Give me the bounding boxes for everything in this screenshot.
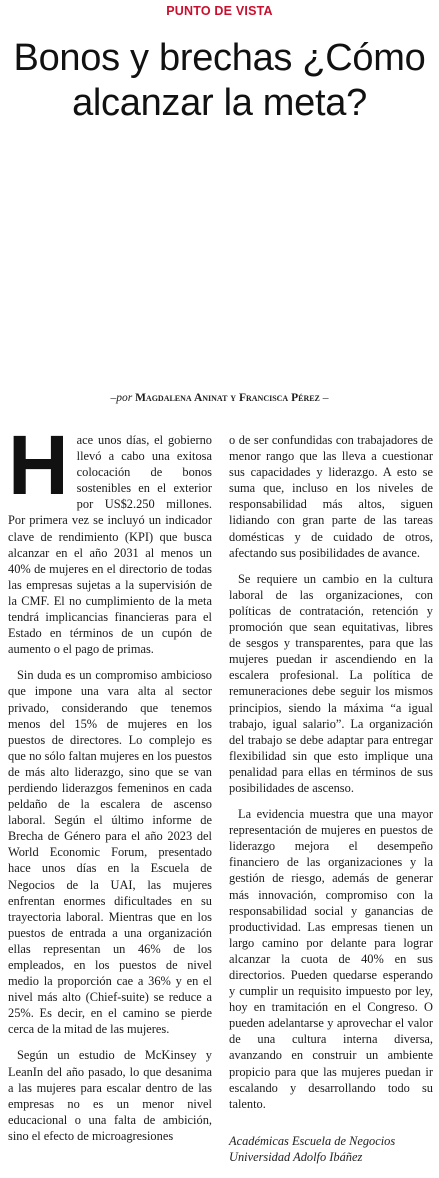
article-paragraph: o de ser confundidas con trabajadores de menor rango que las lleva a cuestionar sus capacidades y liderazgo. A esto se suma que, incluso en los niveles de responsabilidad más altos, siguen lidiando con gran parte de las tareas domésticas y de cuidado de otros, afectando sus posibilidades de avance. (229, 433, 433, 560)
byline (0, 392, 439, 404)
drop-cap: H (8, 418, 69, 512)
article-paragraph: La evidencia muestra que una mayor representación de mujeres en puestos de liderazgo mejora el desempeño financiero de las organizaciones y la gestión de riesgo, además de generar más innovación, compromiso con la responsabilidad social y ganancias de productividad. Las empresas tienen un largo camino por delante para lograr alcanzar la cuota de 40% en sus directorios. Pueden quedarse esperando y cumplir un requisito impuesto por ley, hoy en tramitación en el Congreso. O pueden adelantarse y aprovechar el valor de una cultura interna diversa, avanzando en construir un ambiente propicio para que las mujeres puedan ir escalando y desarrollando todo su talento. (229, 807, 433, 1111)
affiliation-line: Universidad Adolfo Ibáñez (229, 1150, 363, 1164)
section-label: PUNTO DE VISTA (166, 4, 273, 18)
headline: Bonos y brechas ¿Cómo alcanzar la meta? (13, 37, 426, 124)
byline-prefix: –por (110, 392, 133, 404)
article-column-right (229, 432, 433, 1112)
byline-authors: Magdalena Aninat y Francisca Pérez (135, 392, 320, 404)
article-paragraph (8, 418, 212, 657)
paragraph-text: ace unos días, el gobierno llevó a cabo una exitosa colocación de bonos sostenibles en el exterior por US$2.250 millones. Por primera vez se incluyó un indicador clave de rendimiento (KPI) que busca alcanzar en el año 2031 al menos un 40% de mujeres en el directorio de todas las empresas sujetas a la supervisión de la CMF. El no cumplimiento de la meta tendrá implicancias financieras para el Estado en términos de un cupón de aumento o el pago de primas. (8, 433, 212, 657)
affiliation-line: Académicas Escuela de Negocios (229, 1134, 396, 1148)
article-column-left (8, 418, 212, 1144)
article-paragraph: Según un estudio de McKinsey y LeanIn del año pasado, lo que desanima a las mujeres para escalar dentro de las empresas no es un menor nivel educacional o una falta de ambición, sino el efecto de microagresiones (8, 1048, 212, 1143)
author-affiliation (229, 1133, 433, 1165)
article-paragraph: Sin duda es un compromiso ambicioso que impone una vara alta al sector privado, considerando que tenemos menos del 15% de mujeres en los puestos de directores. Lo complejo es que no sólo faltan mujeres en los puestos de más alto liderazgo, sino que se van perdiendo liderazgos femeninos en cada peldaño de la escalera de ascenso laboral. Según el último informe de Brecha de Género para el año 2023 del World Economic Forum, presentado hace unos días en la Escuela de Negocios de la UAI, las mujeres enfrentan enormes dificultades en su trayectoria laboral. Mientras que en los puestos de entrada a una organización ellas representan un 46% de los empleados, en los puestos de nivel medio la proporción cae a 36% y en el nivel más alto (Chief-suite) se reduce a 25%. Es decir, en el camino se pierde cerca de la mitad de las mujeres. (8, 668, 212, 1037)
byline-suffix: – (322, 392, 329, 404)
article-paragraph: Se requiere un cambio en la cultura laboral de las organizaciones, con políticas de contratación, retención y promoción que sean equitativas, libres de sesgos y transparentes, para que las mujeres puedan ir ascendiendo en la escalera profesional. La política de remuneraciones debe seguir los mismos principios, siendo la máxima “a igual trabajo, igual salario”. La organización del trabajo se debe adaptar para entregar flexibilidad sin que esto implique una penalidad para ellas en términos de sus posibilidades de ascenso. (229, 571, 433, 795)
